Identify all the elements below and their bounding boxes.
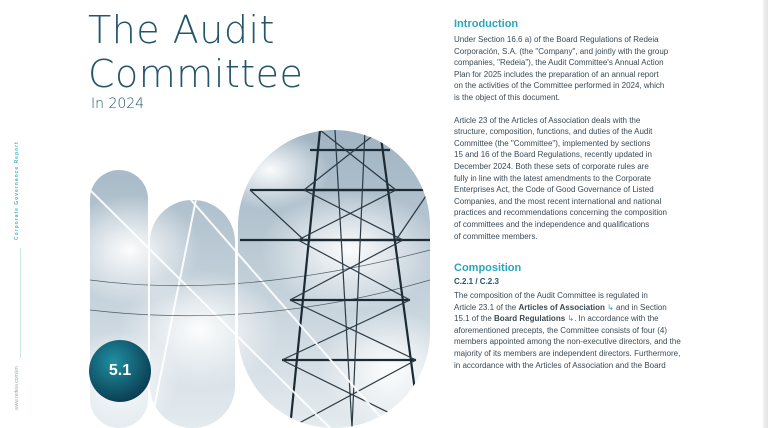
composition-reference: C.2.1 / C.2.3 xyxy=(454,277,499,287)
sidebar-report-label: Corporate Governance Report xyxy=(14,141,20,240)
composition-heading: Composition xyxy=(454,262,522,275)
page-edge xyxy=(763,0,768,428)
title-line-2: Committee xyxy=(88,52,304,96)
text-column xyxy=(454,18,684,371)
introduction-paragraph-2: Article 23 of the Articles of Association deals with the structure, composition, functions, and duties of the Audit Committee (the "Committee"), implemented by sections 15 and 16 of the Board Regulations, recently updated in December 2024. Both these sets of corporate rules are fully in line with the latest amendments to the Corporate Enterprises Act, the Code of Good Governance of Listed Companies, and the most recent international and national practices and recommendations concerning the composition of committees and the independence and qualifications of committee members. xyxy=(454,115,668,241)
introduction-heading: Introduction xyxy=(454,18,519,30)
sidebar-divider xyxy=(20,248,21,358)
title-line-1: The Audit xyxy=(88,8,275,52)
page-title xyxy=(88,8,303,96)
page-subtitle: In 2024 xyxy=(91,96,145,112)
articles-of-association-link[interactable]: Articles of Association xyxy=(518,302,605,312)
sidebar-url[interactable]: www.redeia.com/en xyxy=(14,366,20,410)
introduction-paragraph-1: Under Section 16.6 a) of the Board Regulations of Redeia Corporación, S.A. (the "Company", and jointly with the group companies, "Redeia"), the Audit Committee's Annual Action Plan for 2025 includes the preparation of an annual report on the activities of the Committee performed in 2024, which is the object of this document. xyxy=(454,35,669,102)
external-link-icon[interactable]: ↳ xyxy=(607,302,614,312)
board-regulations-link[interactable]: Board Regulations xyxy=(494,314,566,324)
composition-paragraph: The composition of the Audit Committee is regulated in Article 23.1 of the Articles of Association ↳ and in Section 15.1 of the Board Regulations ↳. In accordance with the aforementioned precepts, the Committee consists of four (4) members appointed among the non-executive directors, and the majority of its members are independent directors. Furthermore, in accordance with the Articles of Association and the Board xyxy=(454,291,681,370)
section-number-badge: 5.1 xyxy=(89,340,151,402)
external-link-icon[interactable]: ↳ xyxy=(567,314,575,324)
